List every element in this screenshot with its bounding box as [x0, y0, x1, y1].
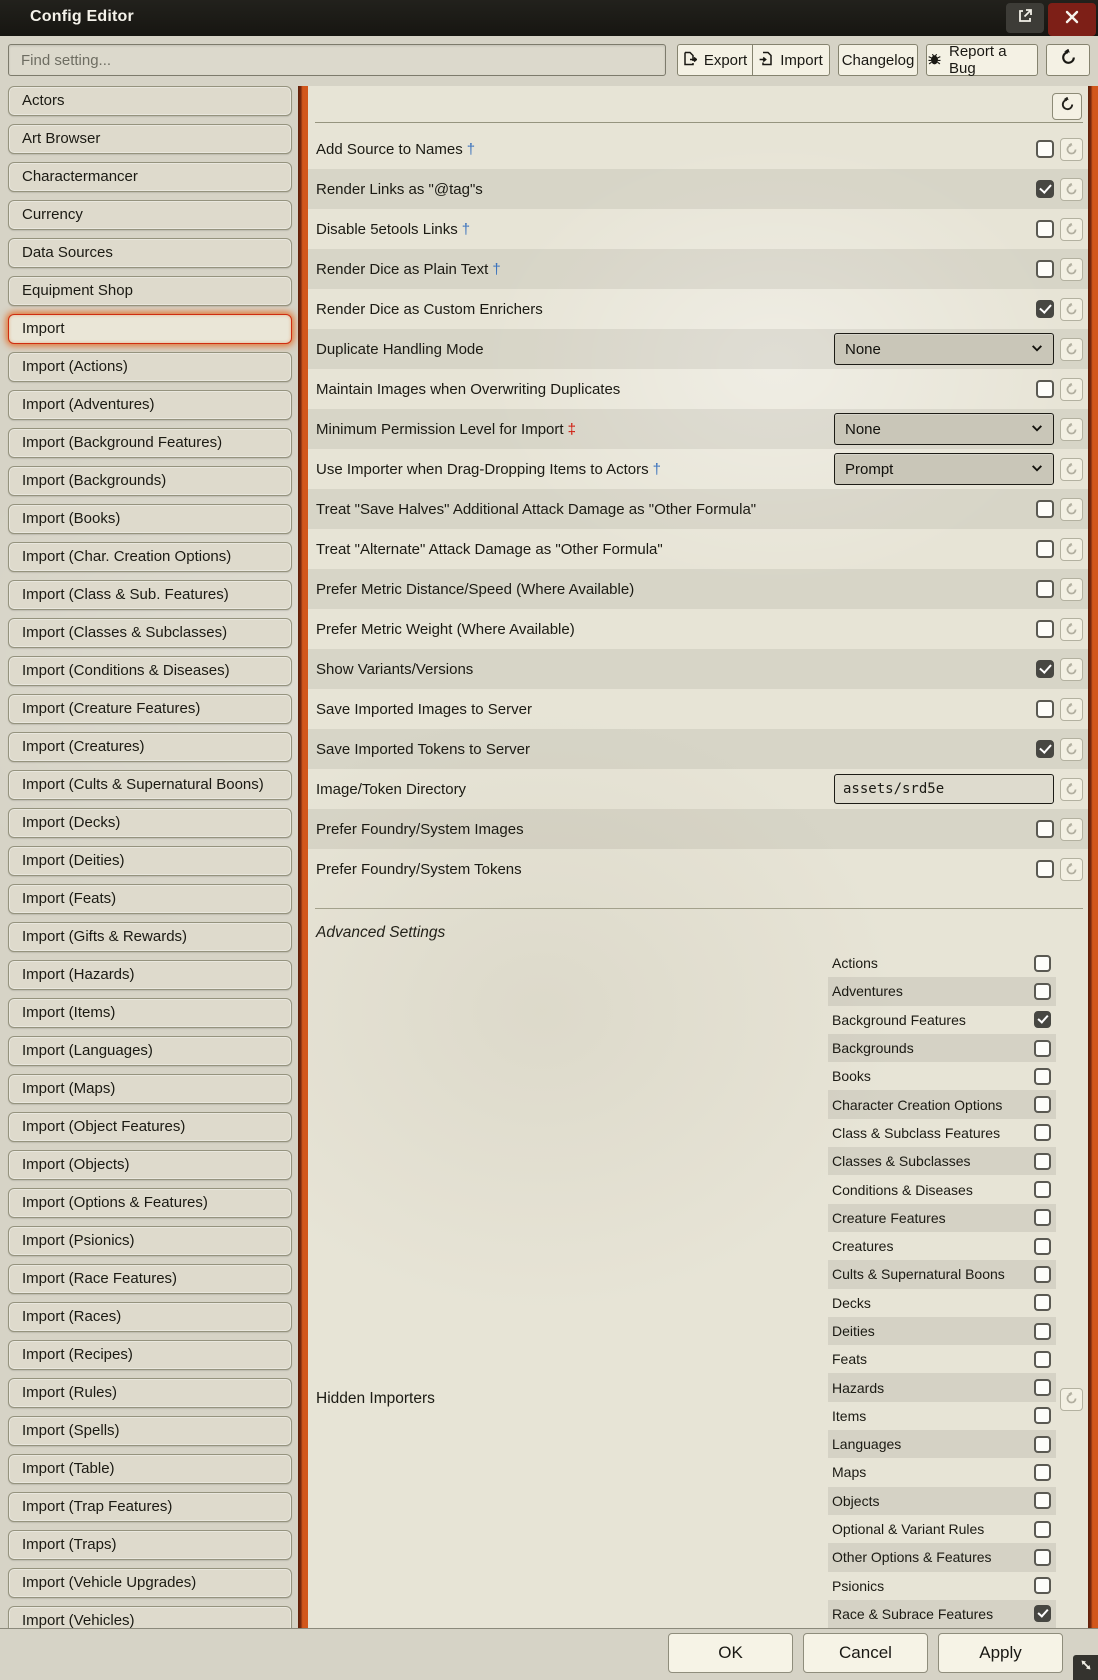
hidden-importer-checkbox[interactable] — [1034, 1238, 1051, 1255]
hidden-importer-label: Character Creation Options — [832, 1096, 1003, 1113]
chevron-down-icon — [1031, 420, 1043, 438]
sidebar-item[interactable] — [8, 998, 292, 1028]
setting-reset-button[interactable] — [1060, 698, 1083, 721]
setting-checkbox[interactable] — [1036, 740, 1054, 758]
sidebar-item-label: Import (Deities) — [22, 852, 125, 869]
sidebar-item-label: Import (Char. Creation Options) — [22, 548, 232, 565]
setting-row — [308, 369, 1088, 409]
hidden-importer-row — [828, 1232, 1056, 1260]
setting-row — [308, 849, 1088, 889]
hidden-importer-label: Feats — [832, 1351, 868, 1368]
hidden-importer-row — [828, 1317, 1056, 1345]
setting-label: Minimum Permission Level for Import ‡ — [316, 420, 576, 438]
hidden-importer-label: Race & Subrace Features — [832, 1605, 994, 1622]
setting-row — [308, 649, 1088, 689]
setting-checkbox[interactable] — [1036, 620, 1054, 638]
setting-reset-button[interactable] — [1060, 258, 1083, 281]
sidebar-item-label: Charactermancer — [22, 168, 138, 185]
bug-icon — [927, 51, 942, 70]
setting-reset-button[interactable] — [1060, 218, 1083, 241]
setting-label: Maintain Images when Overwriting Duplicates — [316, 380, 621, 398]
setting-label: Prefer Metric Weight (Where Available) — [316, 620, 575, 638]
hidden-importer-row — [828, 1289, 1056, 1317]
sidebar-item-label: Import (Languages) — [22, 1042, 153, 1059]
sidebar-item[interactable] — [8, 1112, 292, 1142]
sidebar-item-label: Import (Creatures) — [22, 738, 145, 755]
hidden-importer-checkbox[interactable] — [1034, 1605, 1051, 1622]
sidebar-item-label: Import (Recipes) — [22, 1346, 133, 1363]
sidebar-item-label: Import (Classes & Subclasses) — [22, 624, 228, 641]
setting-label: Prefer Foundry/System Tokens — [316, 860, 522, 878]
sidebar-item[interactable] — [8, 162, 292, 192]
hidden-importers-label: Hidden Importers — [316, 1390, 435, 1407]
hidden-importer-label: Classes & Subclasses — [832, 1153, 971, 1170]
sidebar-item[interactable] — [8, 656, 292, 686]
setting-row — [308, 449, 1088, 489]
hidden-importer-label: Class & Subclass Features — [832, 1124, 1001, 1141]
setting-select[interactable] — [834, 333, 1054, 365]
select-value: Prompt — [845, 460, 894, 478]
reset-tab-button[interactable] — [1052, 93, 1082, 120]
sidebar-item[interactable] — [8, 1606, 292, 1628]
sidebar-item-label: Import (Adventures) — [22, 396, 155, 413]
hidden-importer-checkbox[interactable] — [1034, 1323, 1051, 1340]
setting-label: Duplicate Handling Mode — [316, 340, 484, 358]
sidebar-item-label: Equipment Shop — [22, 282, 133, 299]
sidebar-item[interactable] — [8, 960, 292, 990]
export-button[interactable] — [677, 44, 753, 76]
sidebar-item[interactable] — [8, 1226, 292, 1256]
sidebar-item[interactable] — [8, 1568, 292, 1598]
footnote-marker: † — [652, 460, 661, 478]
hidden-importer-row — [828, 1458, 1056, 1486]
setting-row — [308, 609, 1088, 649]
sidebar-item-label: Import (Traps) — [22, 1536, 117, 1553]
setting-checkbox[interactable] — [1036, 300, 1054, 318]
footnote-marker: † — [492, 260, 501, 278]
hidden-importer-label: Languages — [832, 1436, 902, 1453]
setting-checkbox[interactable] — [1036, 140, 1054, 158]
hidden-importer-label: Actions — [832, 955, 878, 972]
hidden-importer-label: Decks — [832, 1294, 871, 1311]
sidebar-item-label: Import (Feats) — [22, 890, 117, 907]
setting-label: Save Imported Tokens to Server — [316, 740, 530, 758]
sidebar-item[interactable] — [8, 884, 292, 914]
chevron-down-icon — [1031, 340, 1043, 358]
setting-reset-button[interactable] — [1060, 658, 1083, 681]
hidden-importer-row — [828, 1543, 1056, 1571]
sidebar-item-label: Import (Vehicles) — [22, 1612, 135, 1628]
sidebar-item-label: Import — [22, 320, 65, 337]
setting-reset-button[interactable] — [1060, 298, 1083, 321]
hidden-importer-row — [828, 1430, 1056, 1458]
hidden-importer-label: Maps — [832, 1464, 867, 1481]
sidebar-item[interactable] — [8, 504, 292, 534]
hidden-importer-checkbox[interactable] — [1034, 1209, 1051, 1226]
sidebar-item-label: Import (Race Features) — [22, 1270, 178, 1287]
setting-text-input[interactable] — [834, 774, 1054, 804]
sidebar-item-label: Data Sources — [22, 244, 113, 261]
hidden-importer-label: Objects — [832, 1492, 880, 1509]
sidebar-item[interactable] — [8, 1150, 292, 1180]
setting-label: Render Dice as Custom Enrichers — [316, 300, 543, 318]
hidden-importer-label: Optional & Variant Rules — [832, 1521, 985, 1538]
file-export-icon — [683, 51, 697, 70]
select-value: None — [845, 340, 881, 358]
sidebar-item-label: Import (Object Features) — [22, 1118, 186, 1135]
hidden-importer-checkbox[interactable] — [1034, 1577, 1051, 1594]
sidebar-item[interactable] — [8, 1036, 292, 1066]
setting-checkbox[interactable] — [1036, 540, 1054, 558]
sidebar-item-label: Import (Items) — [22, 1004, 116, 1021]
changelog-label: Changelog — [841, 51, 915, 69]
sidebar-item-label: Import (Hazards) — [22, 966, 135, 983]
setting-checkbox[interactable] — [1036, 860, 1054, 878]
rotate-left-icon — [1060, 49, 1077, 71]
sidebar-item[interactable] — [8, 922, 292, 952]
report-bug-label: Report a Bug — [949, 43, 1007, 77]
setting-row — [308, 569, 1088, 609]
sidebar-item-label: Import (Conditions & Diseases) — [22, 662, 230, 679]
sidebar-item[interactable] — [8, 846, 292, 876]
sidebar-item[interactable] — [8, 1454, 292, 1484]
sidebar-item[interactable] — [8, 1530, 292, 1560]
setting-label: Save Imported Images to Server — [316, 700, 532, 718]
hidden-importer-row — [828, 977, 1056, 1005]
hidden-importer-label: Backgrounds — [832, 1040, 914, 1057]
setting-reset-button[interactable] — [1060, 138, 1083, 161]
settings-panel — [308, 86, 1088, 1628]
import-label: Import — [780, 51, 823, 69]
hidden-importer-row — [828, 1204, 1056, 1232]
hidden-importer-label: Items — [832, 1407, 867, 1424]
external-link-icon — [1017, 8, 1033, 29]
sidebar-item-label: Art Browser — [22, 130, 101, 147]
import-button[interactable] — [752, 44, 830, 76]
sidebar-item[interactable] — [8, 428, 292, 458]
settings-rows — [308, 129, 1088, 889]
hidden-importer-label: Adventures — [832, 983, 903, 1000]
sidebar-item[interactable] — [8, 618, 292, 648]
sidebar-item[interactable] — [8, 314, 292, 344]
sidebar-item-label: Currency — [22, 206, 83, 223]
toolbar-reset-button[interactable] — [1046, 44, 1090, 76]
hidden-importer-row — [828, 1572, 1056, 1600]
setting-label: Treat "Save Halves" Additional Attack Damage as "Other Formula" — [316, 500, 757, 518]
setting-label: Add Source to Names † — [316, 140, 476, 158]
footnote-marker: † — [466, 140, 476, 158]
setting-label: Render Links as "@tag"s — [316, 180, 483, 198]
setting-reset-button[interactable] — [1060, 418, 1083, 441]
hidden-importer-checkbox[interactable] — [1034, 1068, 1051, 1085]
sidebar-item[interactable] — [8, 1188, 292, 1218]
sidebar-item-label: Import (Rules) — [22, 1384, 118, 1401]
hidden-importer-checkbox[interactable] — [1034, 1379, 1051, 1396]
sidebar-item-label: Actors — [22, 92, 65, 109]
setting-checkbox[interactable] — [1036, 180, 1054, 198]
sidebar-item-label: Import (Books) — [22, 510, 121, 527]
sidebar-item-label: Import (Objects) — [22, 1156, 130, 1173]
setting-row — [308, 489, 1088, 529]
hidden-importer-checkbox[interactable] — [1034, 955, 1051, 972]
hidden-importer-row — [828, 1600, 1056, 1628]
setting-reset-button[interactable] — [1060, 498, 1083, 521]
divider — [315, 908, 1083, 909]
setting-row — [308, 729, 1088, 769]
active-tab-accent-right — [1088, 86, 1098, 1628]
hidden-importer-label: Creature Features — [832, 1209, 946, 1226]
sidebar-item-label: Import (Gifts & Rewards) — [22, 928, 188, 945]
sidebar-item[interactable] — [8, 200, 292, 230]
chevron-down-icon — [1031, 460, 1043, 478]
close-icon — [1065, 10, 1079, 29]
resize-diagonal-icon — [1079, 1658, 1093, 1677]
setting-reset-button[interactable] — [1060, 378, 1083, 401]
search-input[interactable] — [8, 44, 666, 76]
setting-label: Treat "Alternate" Attack Damage as "Other Formula" — [316, 540, 663, 558]
hidden-importer-checkbox[interactable] — [1034, 1181, 1051, 1198]
hidden-importer-checkbox[interactable] — [1034, 1040, 1051, 1057]
hidden-importer-label: Cults & Supernatural Boons — [832, 1266, 1005, 1283]
hidden-importer-row — [828, 1006, 1056, 1034]
setting-reset-button[interactable] — [1060, 778, 1083, 801]
sidebar-item-label: Import (Options & Features) — [22, 1194, 208, 1211]
sidebar-item-label: Import (Psionics) — [22, 1232, 135, 1249]
titlebar — [0, 0, 1098, 36]
hidden-importer-row — [828, 1260, 1056, 1288]
setting-checkbox[interactable] — [1036, 820, 1054, 838]
rotate-left-icon — [1065, 1392, 1078, 1408]
footnote-marker: ‡ — [567, 420, 576, 438]
hidden-importer-checkbox[interactable] — [1034, 1351, 1051, 1368]
export-label: Export — [703, 51, 748, 69]
setting-row — [308, 409, 1088, 449]
hidden-importer-row — [828, 1147, 1056, 1175]
sidebar-item[interactable] — [8, 770, 292, 800]
setting-reset-button[interactable] — [1060, 178, 1083, 201]
setting-reset-button[interactable] — [1060, 818, 1083, 841]
sidebar-item[interactable] — [8, 694, 292, 724]
setting-select[interactable] — [834, 453, 1054, 485]
sidebar — [0, 86, 298, 1628]
setting-reset-button[interactable] — [1060, 338, 1083, 361]
hidden-importer-checkbox[interactable] — [1034, 1492, 1051, 1509]
active-tab-accent-left — [298, 86, 308, 1628]
hidden-importer-row — [828, 1034, 1056, 1062]
toolbar — [0, 36, 1098, 86]
setting-row — [308, 689, 1088, 729]
sidebar-item-label: Import (Actions) — [22, 358, 128, 375]
sidebar-item[interactable] — [8, 1264, 292, 1294]
advanced-settings-heading: Advanced Settings — [316, 924, 446, 941]
sidebar-item[interactable] — [8, 542, 292, 572]
setting-label: Use Importer when Drag-Dropping Items to Actors † — [316, 460, 661, 478]
sidebar-item-label: Import (Trap Features) — [22, 1498, 173, 1515]
sidebar-item[interactable] — [8, 580, 292, 610]
hidden-importer-row — [828, 1119, 1056, 1147]
hidden-importer-row — [828, 1515, 1056, 1543]
hidden-importer-row — [828, 1373, 1056, 1401]
setting-label: Disable 5etools Links † — [316, 220, 471, 238]
sidebar-item-label: Import (Vehicle Upgrades) — [22, 1574, 197, 1591]
setting-checkbox[interactable] — [1036, 220, 1054, 238]
sidebar-item[interactable] — [8, 1416, 292, 1446]
setting-row — [308, 809, 1088, 849]
setting-reset-button[interactable] — [1060, 738, 1083, 761]
hidden-importer-checkbox[interactable] — [1034, 1011, 1051, 1028]
sidebar-item-label: Import (Background Features) — [22, 434, 223, 451]
setting-checkbox[interactable] — [1036, 660, 1054, 678]
hidden-importer-checkbox[interactable] — [1034, 1521, 1051, 1538]
hidden-importer-checkbox[interactable] — [1034, 1096, 1051, 1113]
divider — [315, 122, 1083, 123]
close-button[interactable] — [1048, 3, 1096, 36]
setting-row — [308, 249, 1088, 289]
sidebar-item[interactable] — [8, 1492, 292, 1522]
sidebar-item-label: Import (Spells) — [22, 1422, 120, 1439]
sidebar-item[interactable] — [8, 124, 292, 154]
sidebar-item[interactable] — [8, 1340, 292, 1370]
setting-checkbox[interactable] — [1036, 580, 1054, 598]
hidden-importer-checkbox[interactable] — [1034, 1266, 1051, 1283]
window-title: Config Editor — [30, 8, 134, 25]
hidden-importer-row — [828, 1345, 1056, 1373]
hidden-importer-label: Psionics — [832, 1577, 885, 1594]
sidebar-item[interactable] — [8, 238, 292, 268]
sidebar-item-label: Import (Backgrounds) — [22, 472, 167, 489]
sidebar-item[interactable] — [8, 732, 292, 762]
setting-row — [308, 129, 1088, 169]
setting-reset-button[interactable] — [1060, 858, 1083, 881]
sidebar-item-label: Import (Class & Sub. Features) — [22, 586, 229, 603]
popout-button[interactable] — [1006, 3, 1044, 33]
hidden-importer-checkbox[interactable] — [1034, 1294, 1051, 1311]
hidden-importer-row — [828, 1090, 1056, 1118]
divider — [0, 1628, 1098, 1629]
setting-reset-button[interactable] — [1060, 578, 1083, 601]
footnote-marker: † — [461, 220, 471, 238]
report-bug-button[interactable] — [926, 44, 1038, 76]
setting-row — [308, 769, 1088, 809]
sidebar-item[interactable] — [8, 1074, 292, 1104]
sidebar-item-label: Import (Cults & Supernatural Boons) — [22, 776, 264, 793]
sidebar-item[interactable] — [8, 1378, 292, 1408]
setting-label: Prefer Foundry/System Images — [316, 820, 524, 838]
hidden-importer-checkbox[interactable] — [1034, 1153, 1051, 1170]
rotate-left-icon — [1060, 97, 1075, 117]
setting-label: Show Variants/Versions — [316, 660, 474, 678]
setting-row — [308, 529, 1088, 569]
cancel-button[interactable]: Cancel — [803, 1633, 928, 1673]
hidden-importer-label: Background Features — [832, 1011, 966, 1028]
setting-select[interactable] — [834, 413, 1054, 445]
sidebar-item[interactable] — [8, 86, 292, 116]
hidden-importer-row — [828, 1402, 1056, 1430]
hidden-importer-label: Deities — [832, 1323, 875, 1339]
sidebar-item[interactable] — [8, 808, 292, 838]
setting-checkbox[interactable] — [1036, 500, 1054, 518]
sidebar-item-label: Import (Decks) — [22, 814, 121, 831]
select-value: None — [845, 420, 881, 438]
hidden-importer-checkbox[interactable] — [1034, 1124, 1051, 1141]
file-import-icon — [759, 51, 773, 70]
changelog-button[interactable] — [838, 44, 918, 76]
hidden-importer-label: Hazards — [832, 1379, 885, 1396]
hidden-importers-list — [828, 949, 1056, 1628]
setting-checkbox[interactable] — [1036, 260, 1054, 278]
setting-label: Render Dice as Plain Text † — [316, 260, 501, 278]
resize-handle[interactable] — [1073, 1655, 1098, 1680]
hidden-importer-row — [828, 1062, 1056, 1090]
setting-reset-button[interactable] — [1060, 618, 1083, 641]
setting-row — [308, 209, 1088, 249]
sidebar-item[interactable] — [8, 352, 292, 382]
setting-checkbox[interactable] — [1036, 380, 1054, 398]
setting-checkbox[interactable] — [1036, 700, 1054, 718]
hidden-importer-checkbox[interactable] — [1034, 1436, 1051, 1453]
setting-reset-button[interactable] — [1060, 458, 1083, 481]
hidden-importer-checkbox[interactable] — [1034, 1549, 1051, 1566]
hidden-importers-reset-button[interactable] — [1060, 1388, 1083, 1411]
sidebar-item-label: Import (Table) — [22, 1460, 115, 1477]
hidden-importer-label: Creatures — [832, 1238, 894, 1255]
hidden-importer-row — [828, 1487, 1056, 1515]
sidebar-item-label: Import (Maps) — [22, 1080, 116, 1097]
sidebar-item-label: Import (Creature Features) — [22, 700, 201, 717]
hidden-importer-row — [828, 1175, 1056, 1203]
hidden-importer-checkbox[interactable] — [1034, 1464, 1051, 1481]
hidden-importer-checkbox[interactable] — [1034, 983, 1051, 1000]
hidden-importer-row — [828, 949, 1056, 977]
apply-button[interactable]: Apply — [938, 1633, 1063, 1673]
setting-row — [308, 169, 1088, 209]
hidden-importer-checkbox[interactable] — [1034, 1407, 1051, 1424]
setting-label: Prefer Metric Distance/Speed (Where Available) — [316, 580, 635, 598]
setting-row — [308, 329, 1088, 369]
sidebar-item-label: Import (Races) — [22, 1308, 122, 1325]
sidebar-item[interactable] — [8, 390, 292, 420]
hidden-importer-label: Books — [832, 1068, 871, 1085]
setting-row — [308, 289, 1088, 329]
sidebar-item[interactable] — [8, 466, 292, 496]
setting-label: Image/Token Directory — [316, 780, 467, 798]
sidebar-item[interactable] — [8, 276, 292, 306]
hidden-importer-label: Other Options & Features — [832, 1549, 992, 1566]
setting-reset-button[interactable] — [1060, 538, 1083, 561]
ok-button[interactable]: OK — [668, 1633, 793, 1673]
hidden-importer-label: Conditions & Diseases — [832, 1181, 973, 1198]
sidebar-item[interactable] — [8, 1302, 292, 1332]
